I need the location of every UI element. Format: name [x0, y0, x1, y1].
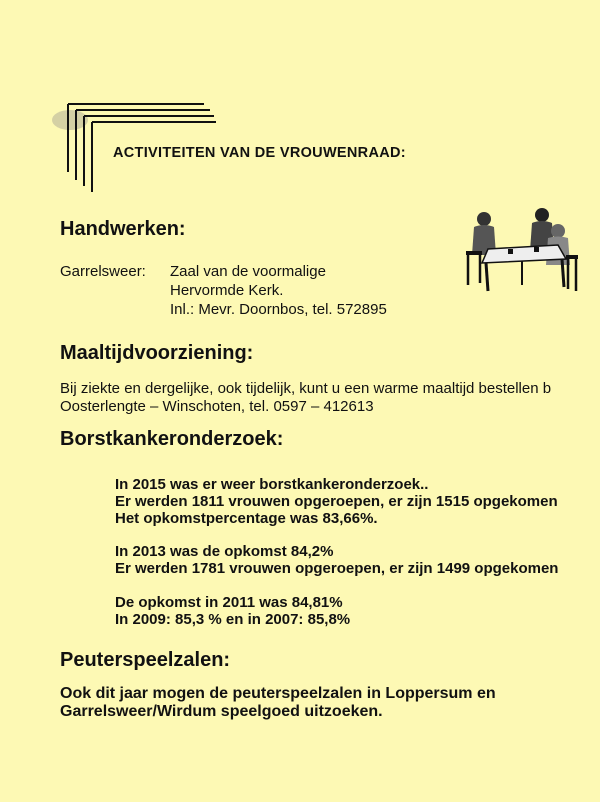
section-title-maaltijd: Maaltijdvoorziening:: [60, 342, 254, 364]
borstkanker-line: In 2015 was er weer borstkankeronderzoek..: [115, 476, 429, 493]
location-label: Garrelsweer:: [60, 263, 146, 280]
section-title-peuter: Peuterspeelzalen:: [60, 649, 231, 671]
people-at-table-icon: [462, 205, 580, 297]
borstkanker-line: In 2013 was de opkomst 84,2%: [115, 543, 334, 560]
section-title-borstkanker: Borstkankeronderzoek:: [60, 428, 284, 450]
borstkanker-line: Er werden 1781 vrouwen opgeroepen, er zijn 1499 opgekomen: [115, 560, 559, 577]
borstkanker-line: Het opkomstpercentage was 83,66%.: [115, 510, 378, 527]
handwerken-line: Zaal van de voormalige: [170, 263, 326, 280]
handwerken-line: Hervormde Kerk.: [170, 282, 284, 299]
maaltijd-line: Oosterlengte – Winschoten, tel. 0597 – 412613: [60, 398, 374, 415]
section-title-handwerken: Handwerken:: [60, 218, 186, 240]
maaltijd-line: Bij ziekte en dergelijke, ook tijdelijk, kunt u een warme maaltijd bestellen b: [60, 380, 552, 397]
handwerken-line: Inl.: Mevr. Doornbos, tel. 572895: [170, 301, 387, 318]
peuter-line: Ook dit jaar mogen de peuterspeelzalen in Loppersum en: [60, 685, 496, 702]
borstkanker-line: De opkomst in 2011 was 84,81%: [115, 594, 343, 611]
borstkanker-line: In 2009: 85,3 % en in 2007: 85,8%: [115, 611, 351, 628]
peuter-line: Garrelsweer/Wirdum speelgoed uitzoeken.: [60, 703, 383, 720]
page-title: ACTIVITEITEN VAN DE VROUWENRAAD:: [113, 145, 406, 161]
borstkanker-line: Er werden 1811 vrouwen opgeroepen, er zijn 1515 opgekomen: [115, 493, 558, 510]
